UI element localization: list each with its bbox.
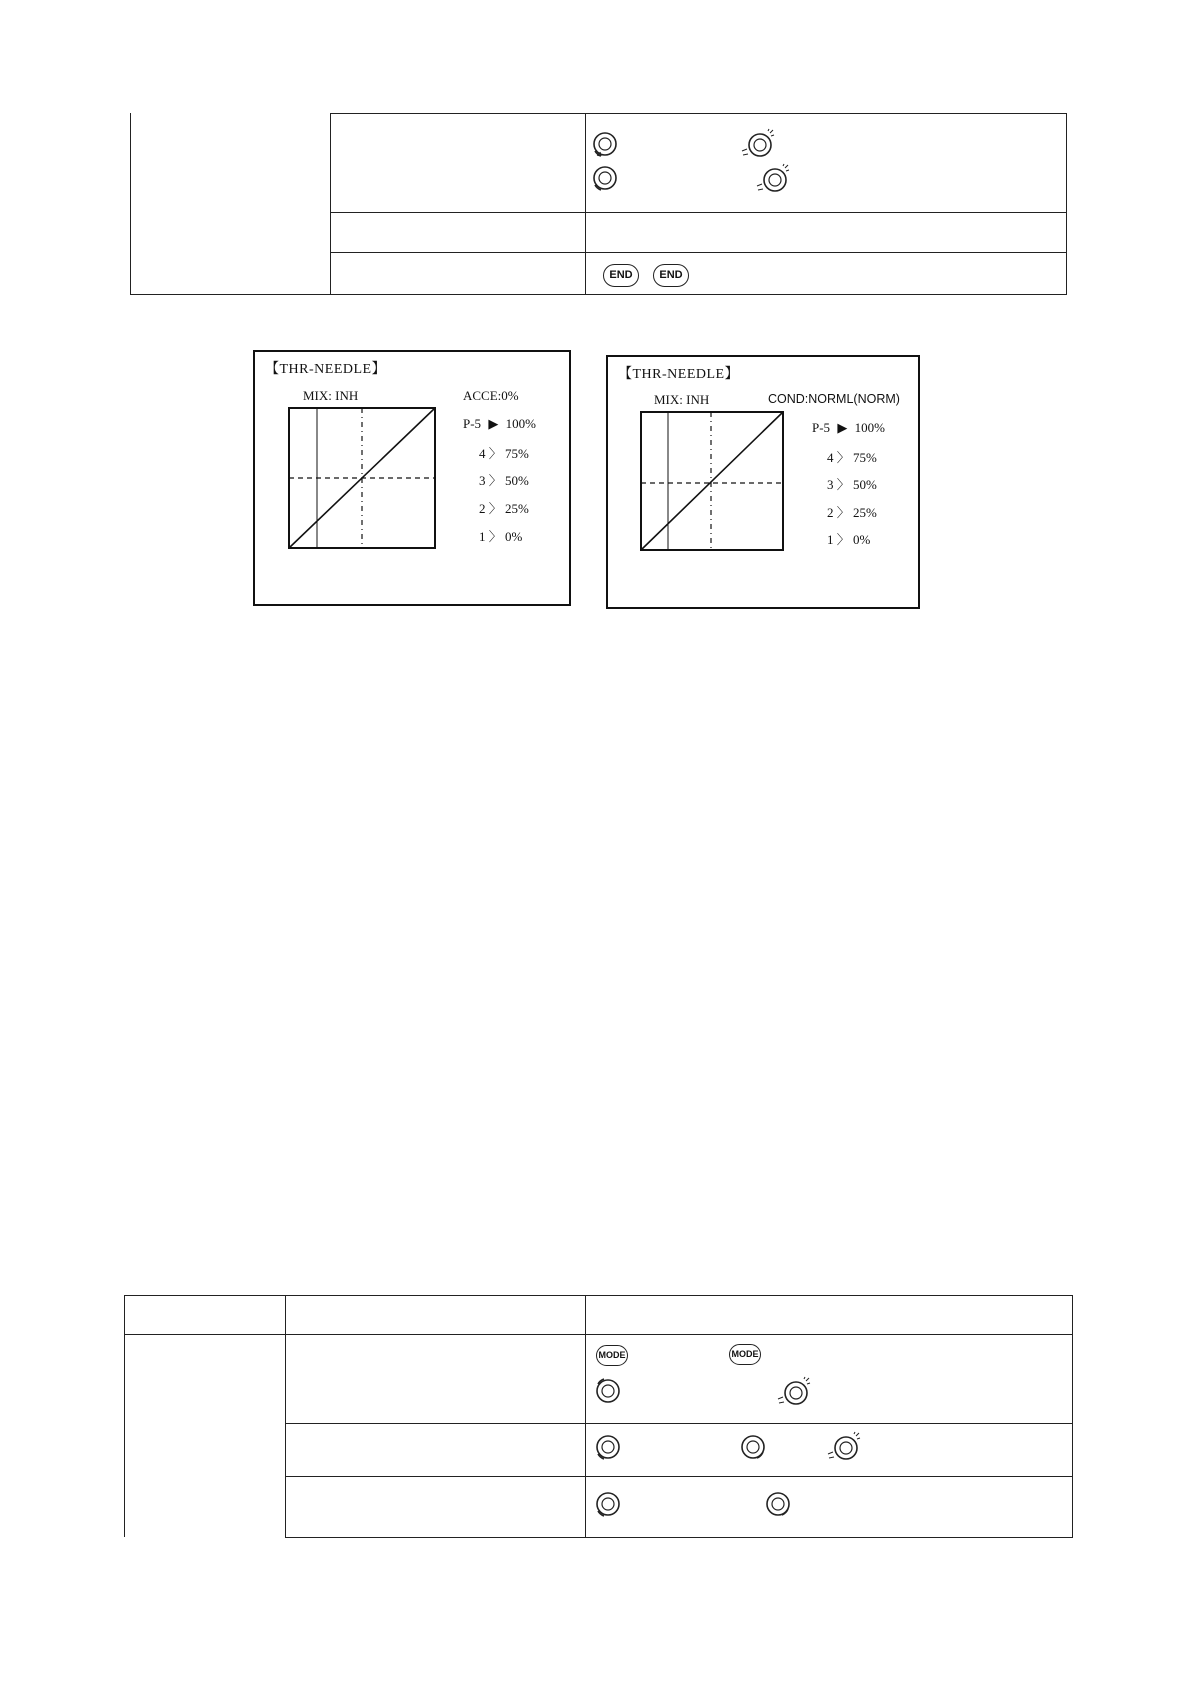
point-row-1 [479, 526, 522, 545]
point-row-2 [827, 502, 877, 521]
throttle-needle-curve-graph [288, 407, 436, 549]
point-value: 50% [853, 477, 877, 492]
condition-value: COND:NORML(NORM) [768, 392, 900, 406]
point-marker: 〉 [836, 450, 850, 465]
jog-dial-press-icon [740, 129, 774, 159]
end-button-icon [653, 264, 689, 287]
point-value: 25% [853, 505, 877, 520]
point-marker: 〉 [488, 501, 502, 516]
jog-dial-icon [595, 1378, 623, 1406]
point-row-3 [479, 470, 529, 489]
lcd-screen-left [253, 350, 571, 606]
screen-title: 【THR-NEEDLE】 [618, 367, 740, 382]
lcd-screen-right [606, 355, 920, 609]
point-marker: 〉 [488, 473, 502, 488]
jog-dial-press-icon [755, 164, 789, 194]
screen-title: 【THR-NEEDLE】 [265, 362, 387, 377]
point-value: 50% [505, 473, 529, 488]
point-label: 2 [479, 501, 486, 516]
jog-dial-icon [592, 131, 620, 159]
selected-arrow-icon: ▶ [488, 416, 499, 431]
mode-label: MODE [598, 1350, 626, 1360]
point-row-4 [827, 447, 877, 466]
mix-status: MIX: INH [303, 388, 359, 403]
jog-dial-icon [765, 1491, 793, 1519]
point-label: 3 [479, 473, 486, 488]
point-value: 0% [505, 529, 523, 544]
mix-status: MIX: INH [654, 392, 710, 407]
point-value: 0% [853, 532, 871, 547]
jog-dial-icon [595, 1491, 623, 1519]
point-value: 100% [505, 416, 536, 431]
end-label: END [659, 269, 683, 281]
point-marker: 〉 [836, 505, 850, 520]
selected-arrow-icon: ▶ [837, 420, 848, 435]
point-label: 4 [479, 446, 486, 461]
point-marker: 〉 [488, 529, 502, 544]
point-marker: 〉 [488, 446, 502, 461]
point-row-5 [812, 420, 885, 436]
jog-dial-press-icon [826, 1432, 860, 1462]
point-label: 1 [479, 529, 486, 544]
point-label: 3 [827, 477, 834, 492]
point-label: P-5 [463, 416, 482, 431]
mode-button-icon [729, 1344, 761, 1365]
point-value: 100% [854, 420, 885, 435]
jog-dial-icon [592, 165, 620, 193]
point-label: 1 [827, 532, 834, 547]
point-value: 75% [505, 446, 529, 461]
jog-dial-press-icon [776, 1377, 810, 1407]
acce-value: ACCE:0% [463, 388, 519, 403]
jog-dial-icon [595, 1434, 623, 1462]
jog-dial-icon [740, 1434, 768, 1462]
point-row-4 [479, 443, 529, 462]
end-label: END [609, 269, 633, 281]
throttle-needle-curve-graph [640, 411, 784, 551]
point-marker: 〉 [836, 532, 850, 547]
point-row-2 [479, 498, 529, 517]
mode-label: MODE [731, 1349, 759, 1359]
point-label: P-5 [812, 420, 831, 435]
point-marker: 〉 [836, 477, 850, 492]
point-value: 25% [505, 501, 529, 516]
point-value: 75% [853, 450, 877, 465]
point-label: 4 [827, 450, 834, 465]
point-row-3 [827, 474, 877, 493]
point-row-1 [827, 529, 870, 548]
mode-button-icon [596, 1345, 628, 1366]
curve-line [641, 412, 783, 550]
point-row-5 [463, 416, 536, 432]
point-label: 2 [827, 505, 834, 520]
end-button-icon [603, 264, 639, 287]
